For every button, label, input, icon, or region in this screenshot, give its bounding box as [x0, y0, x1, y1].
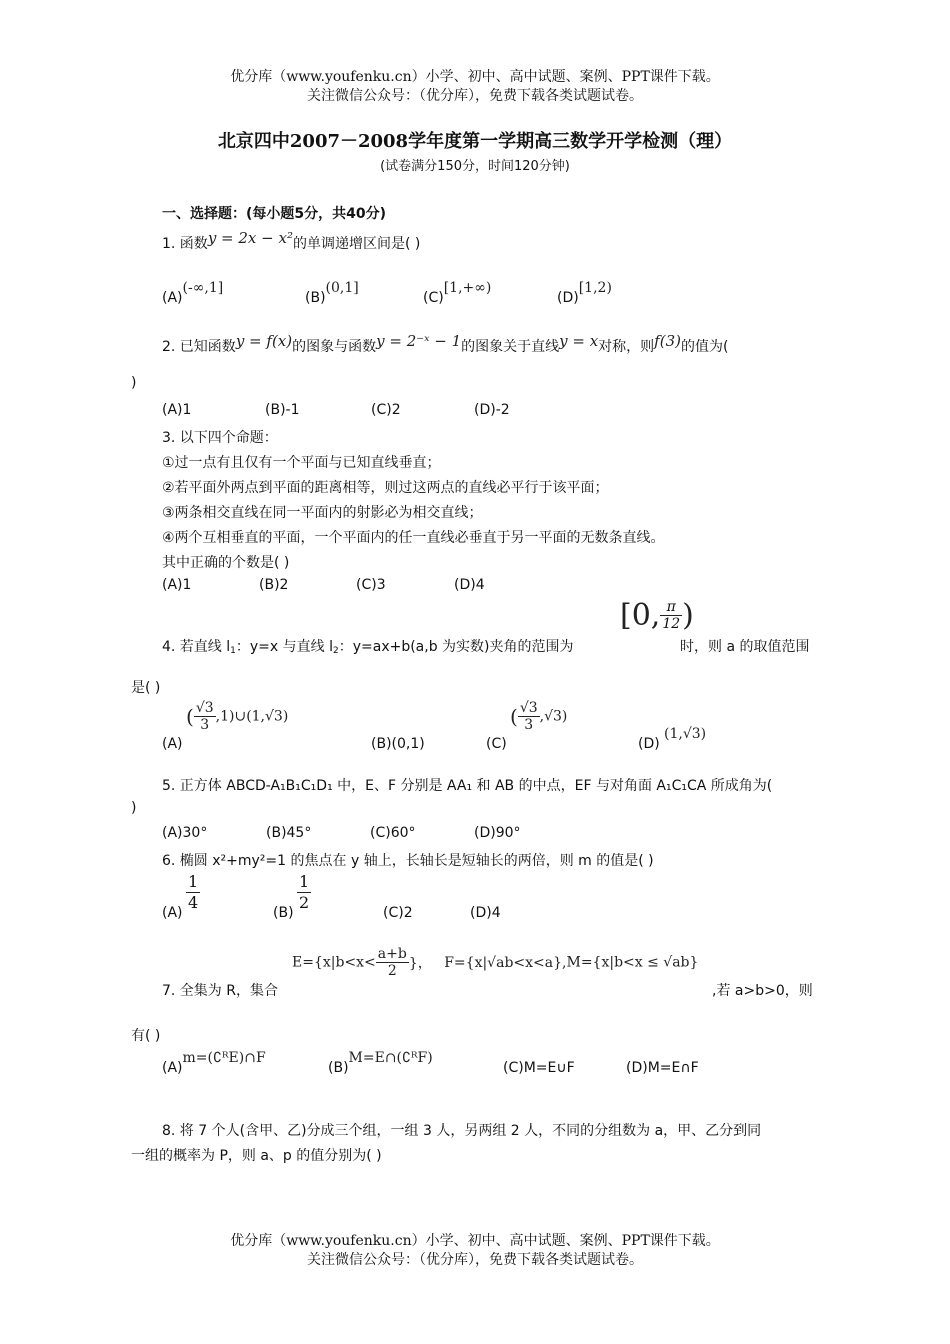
- q5-close-paren: ): [131, 800, 137, 816]
- question-5: 5. 正方体 ABCD-A₁B₁C₁D₁ 中，E、F 分别是 AA₁ 和 AB 的中点，EF 与对角面 A₁C₁CA 所成角为(: [162, 778, 773, 794]
- question-1: [162, 229, 421, 253]
- q7-line-2: 有( ): [131, 1028, 161, 1044]
- q1-option-b: (B)(0,1]: [305, 280, 359, 306]
- q5-option-c: (C)60°: [370, 825, 416, 841]
- section-heading: 一、选择题：(每小题5分，共40分): [162, 206, 387, 222]
- q4-option-b: (B)(0,1): [371, 736, 425, 752]
- page-title: 北京四中2007－2008学年度第一学期高三数学开学检测（理）: [217, 131, 733, 152]
- q1-option-a: (A)(-∞,1]: [162, 280, 224, 306]
- q3-option-a: (A)1: [162, 577, 192, 593]
- q3-proposition-2: ②若平面外两点到平面的距离相等，则过这两点的直线必平行于该平面；: [162, 480, 609, 496]
- q4-option-c-math: ( $\frac{√3}{3}$ ,√3): [510, 700, 568, 733]
- q5-option-b: (B)45°: [266, 825, 312, 841]
- q6-option-a-fraction: $\frac{1}{4}$: [188, 872, 199, 912]
- header-line-2: 关注微信公众号：（优分库），免费下载各类试题试卷。: [307, 88, 643, 104]
- q6-option-b-label: (B): [273, 905, 294, 921]
- question-8-line-2: 一组的概率为 P，则 a、p 的值分别为( ): [131, 1148, 382, 1164]
- q1-pre: 1. 函数: [162, 236, 208, 252]
- question-7: 7. 全集为 R，集合: [162, 983, 278, 999]
- question-4: 4. 若直线 $l_1$：y=x 与直线 $l_2$：y=ax+b(a,b 为实数)夹角的范围为: [162, 639, 574, 656]
- q5-option-a: (A)30°: [162, 825, 208, 841]
- q7-option-d: (D)M=E∩F: [626, 1060, 699, 1076]
- q3-proposition-3: ③两条相交直线在同一平面内的射影必为相交直线；: [162, 505, 483, 521]
- q7-sets: E={x|b<x< $\frac{a+b}{2}$ }， F={x|√ab<x<a},M={x|b<x ≤ √ab}: [292, 946, 699, 979]
- q4-line-2: 是( ): [131, 680, 161, 696]
- q7-option-b: (B)M=E∩(∁ᴿF): [328, 1050, 433, 1076]
- q6-option-c: (C)2: [383, 905, 413, 921]
- footer-line-1: 优分库（www.youfenku.cn）小学、初中、高中试题、案例、PPT课件下载。: [230, 1233, 720, 1249]
- question-3-stem: 3. 以下四个命题：: [162, 430, 278, 446]
- q2-option-a: (A)1: [162, 402, 192, 418]
- q3-proposition-4: ④两个互相垂直的平面，一个平面内的任一直线必垂直于另一平面的无数条直线。: [162, 530, 665, 546]
- q7-post: ,若 a>b>0，则: [712, 983, 813, 999]
- q6-option-b-fraction: $\frac{1}{2}$: [299, 872, 310, 912]
- q1-formula: y = 2x − x²: [207, 229, 293, 247]
- q3-proposition-1: ①过一点有且仅有一个平面与已知直线垂直；: [162, 455, 441, 471]
- q4-option-d-label: (D): [638, 736, 660, 752]
- q1-option-d: (D)[1,2): [557, 280, 612, 306]
- q3-option-b: (B)2: [259, 577, 289, 593]
- q4-option-a-math: ( $\frac{√3}{3}$ ,1)∪(1,√3): [186, 700, 289, 733]
- q4-option-a-label: (A): [162, 736, 183, 752]
- question-6: 6. 椭圆 x²+my²=1 的焦点在 y 轴上，长轴长是短轴长的两倍，则 m 的值是( ): [162, 853, 654, 869]
- q6-option-a-label: (A): [162, 905, 183, 921]
- q2-close-paren: ): [131, 375, 137, 391]
- q4-post: 时，则 a 的取值范围: [680, 639, 810, 655]
- q1-post: 的单调递增区间是( ): [292, 236, 421, 252]
- question-8-line-1: 8. 将 7 个人(含甲、乙)分成三个组，一组 3 人，另两组 2 人，不同的分组数为 a，甲、乙分到同: [162, 1123, 762, 1139]
- q7-option-c: (C)M=E∪F: [503, 1060, 575, 1076]
- q3-option-d: (D)4: [454, 577, 485, 593]
- q2-option-b: (B)-1: [265, 402, 300, 418]
- footer-line-2: 关注微信公众号：（优分库），免费下载各类试题试卷。: [307, 1252, 643, 1268]
- q3-option-c: (C)3: [356, 577, 386, 593]
- q1-option-c: (C)[1,+∞): [423, 280, 492, 306]
- q4-angle-range: [0, $\frac{\pi}{12}$ ): [620, 598, 694, 633]
- q7-option-a: (A)m=(∁ᴿE)∩F: [162, 1050, 266, 1076]
- page-subtitle: (试卷满分150分，时间120分钟): [380, 159, 570, 174]
- q4-option-d-math: (1,√3): [664, 726, 707, 742]
- header-line-1: 优分库（www.youfenku.cn）小学、初中、高中试题、案例、PPT课件下载。: [230, 69, 720, 85]
- q2-option-d: (D)-2: [474, 402, 510, 418]
- q4-option-c-label: (C): [486, 736, 507, 752]
- question-2: 2. 已知函数y = f(x)的图象与函数y = 2⁻ˣ − 1的图象关于直线y = x对称，则f(3)的值为(: [162, 332, 729, 355]
- q5-option-d: (D)90°: [474, 825, 521, 841]
- q3-question: 其中正确的个数是( ): [162, 555, 290, 571]
- q2-option-c: (C)2: [371, 402, 401, 418]
- q6-option-d: (D)4: [470, 905, 501, 921]
